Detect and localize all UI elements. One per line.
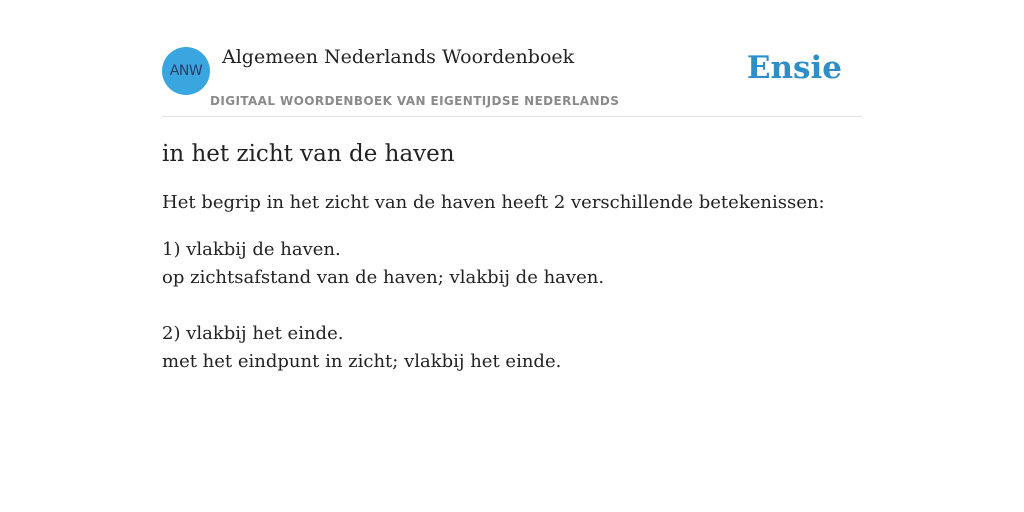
anw-logo[interactable] bbox=[162, 47, 210, 95]
meaning-heading: 2) vlakbij het einde. bbox=[162, 323, 344, 344]
ensie-brand-logo[interactable]: Ensie bbox=[746, 50, 842, 86]
meaning-item bbox=[162, 320, 862, 376]
logo-text: ANW bbox=[169, 63, 203, 79]
meanings-list bbox=[162, 236, 862, 376]
site-header bbox=[162, 40, 862, 117]
site-subtitle: DIGITAAL WOORDENBOEK VAN EIGENTIJDSE NEDERLANDS bbox=[210, 94, 620, 108]
meaning-item bbox=[162, 236, 862, 292]
meaning-definition: op zichtsafstand van de haven; vlakbij de haven. bbox=[162, 267, 605, 288]
entry-intro: Het begrip in het zicht van de haven heeft 2 verschillende betekenissen: bbox=[162, 192, 825, 213]
entry-content bbox=[162, 138, 862, 376]
site-title[interactable]: Algemeen Nederlands Woordenboek bbox=[222, 46, 575, 68]
meaning-heading: 1) vlakbij de haven. bbox=[162, 239, 341, 260]
entry-title: in het zicht van de haven bbox=[162, 141, 455, 167]
meaning-definition: met het eindpunt in zicht; vlakbij het einde. bbox=[162, 351, 562, 372]
